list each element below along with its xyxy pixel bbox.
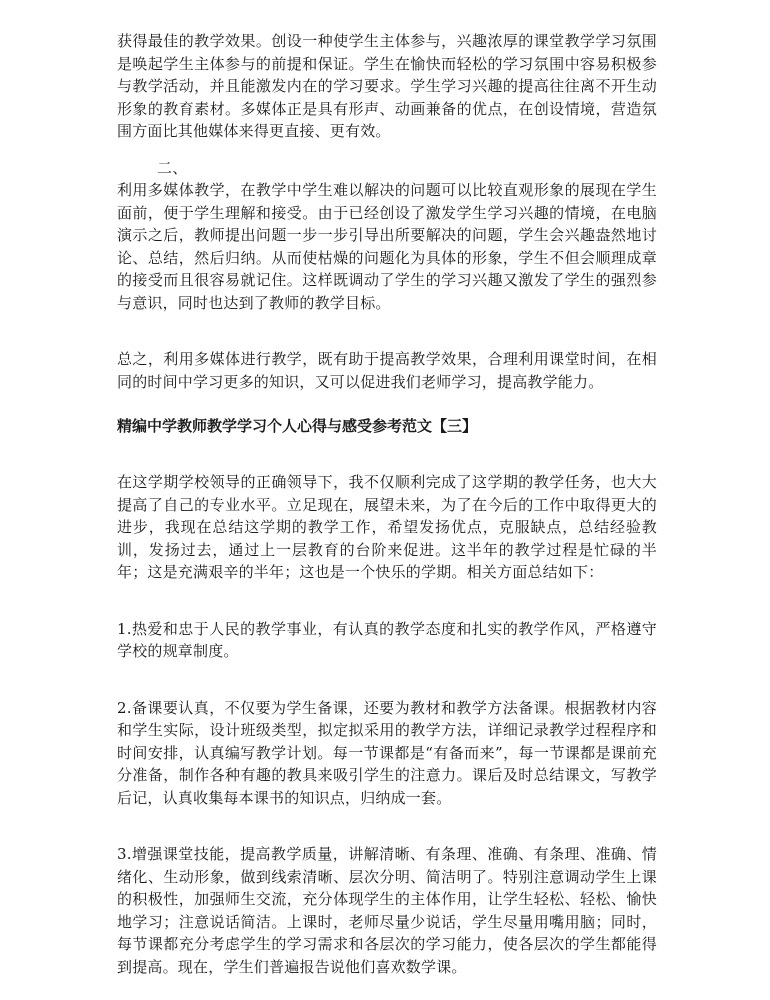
intro-paragraph: 获得最佳的教学效果。创设一种使学生主体参与，兴趣浓厚的课堂教学学习氛围是唤起学生主体参与的前提和保证。学生在愉快而轻松的学习氛围中容易积极参与教学活动，并且能激发内在的学习要求。学生学习兴趣的提高往往离不开生动形象的教育素材。多媒体正是具有形声、动画兼备的优点，在创设情境，营造氛围方面比其他媒体来得更直接、更有效。 <box>117 32 657 140</box>
section-two-marker: 二、 <box>157 158 188 177</box>
list-item-3: 3.增强课堂技能，提高教学质量，讲解清晰、有条理、准确、有条理、准确、情绪化、生动形象，做到线索清晰、层次分明、简洁明了。特别注意调动学生上课的积极性，加强师生交流，充分体现学生的主体作用，让学生轻松、轻松、愉快地学习；注意说话简洁。上课时，老师尽量少说话，学生尽量用嘴用脑；同时，每节课都充分考虑学生的学习需求和各层次的学习能力，使各层次的学生都能得到提高。现在，学生们普遍报告说他们喜欢数学课。 <box>117 845 657 976</box>
spacer <box>117 437 657 471</box>
summary-paragraph: 总之，利用多媒体进行教学，既有助于提高教学效果，合理利用课堂时间，在相同的时间中学习更多的知识，又可以促进我们老师学习，提高教学能力。 <box>117 350 657 391</box>
spacer <box>117 584 657 618</box>
spacer <box>117 663 657 697</box>
section-two-paragraph: 利用多媒体教学，在教学中学生难以解决的问题可以比较直观形象的展现在学生面前，便于学生理解和接受。由于已经创设了激发学生学习兴趣的情境，在电脑演示之后，教师提出问题一步一步引导出所要解决的问题，学生会兴趣盎然地讨论、总结，然后归纳。从而使枯燥的问题化为具体的形象，学生不但会顺理成章的接受而且很容易就记住。这样既调动了学生的学习兴趣又激发了学生的强烈参与意识，同时也达到了教师的教学目标。 <box>117 181 657 312</box>
document-page <box>117 30 657 978</box>
spacer <box>117 314 657 348</box>
list-item-1: 1.热爱和忠于人民的教学事业，有认真的教学态度和扎实的教学作风，严格遵守学校的规章制度。 <box>117 619 657 660</box>
opening-paragraph: 在这学期学校领导的正确领导下，我不仅顺利完成了这学期的教学任务，也大大提高了自己的专业水平。立足现在，展望未来，为了在今后的工作中取得更大的进步，我现在总结这学期的教学工作，希望发扬优点，克服缺点，总结经验教训，发扬过去，通过上一层教育的台阶来促进。这半年的教学过程是忙碌的半年；这是充满艰辛的半年；这也是一个快乐的学期。相关方面总结如下： <box>117 473 657 581</box>
list-item-2: 2.备课要认真，不仅要为学生备课，还要为教材和教学方法备课。根据教材内容和学生实际，设计班级类型，拟定拟采用的教学方法，详细记录教学过程程序和时间安排，认真编写教学计划。每一节课都是“有备而来”，每一节课都是课前充分准备，制作各种有趣的教具来吸引学生的注意力。课后及时总结课文，写教学后记，认真收集每本课书的知识点，归纳成一套。 <box>117 698 657 807</box>
section-heading: 精编中学教师教学学习个人心得与感受参考范文【三】 <box>117 417 478 435</box>
spacer <box>117 393 657 415</box>
spacer <box>117 143 657 157</box>
spacer <box>117 809 657 843</box>
